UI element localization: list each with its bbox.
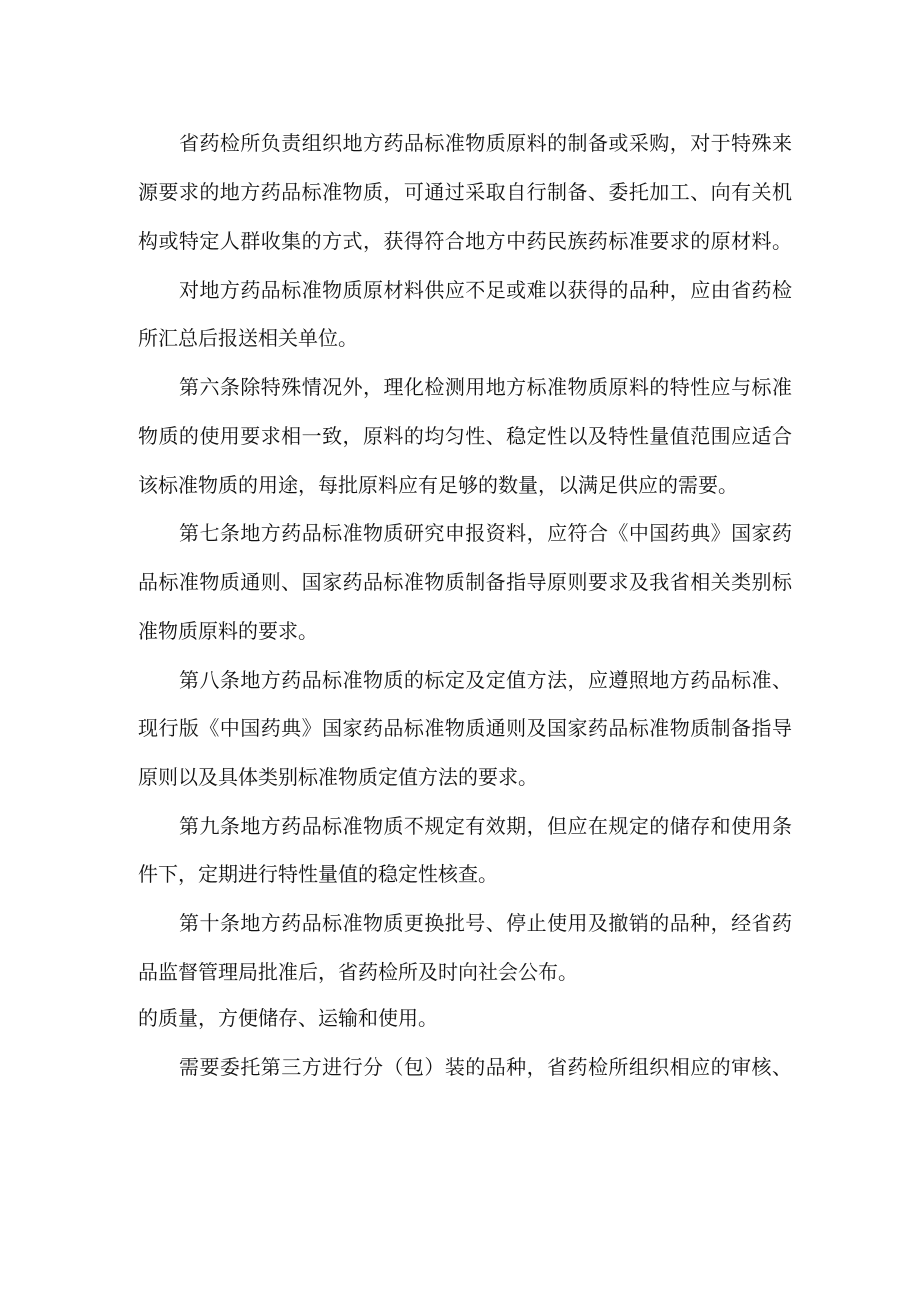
paragraph-line: 所汇总后报送相关单位。 [138, 326, 358, 350]
paragraph-line: 件下，定期进行特性量值的稳定性核查。 [138, 862, 498, 886]
paragraph-line: 构或特定人群收集的方式，获得符合地方中药民族药标准要求的原材料。 [138, 229, 792, 253]
paragraph-line: 物质的使用要求相一致，原料的均匀性、稳定性以及特性量值范围应适合 [138, 424, 792, 448]
paragraph-line: 原则以及具体类别标准物质定值方法的要求。 [138, 765, 538, 789]
paragraph-line: 对地方药品标准物质原材料供应不足或难以获得的品种，应由省药检 [179, 278, 792, 302]
paragraph-line: 第十条地方药品标准物质更换批号、停止使用及撤销的品种，经省药 [179, 911, 792, 935]
paragraph-line: 源要求的地方药品标准物质，可通过采取自行制备、委托加工、向有关机 [138, 180, 792, 204]
paragraph-line: 现行版《中国药典》国家药品标准物质通则及国家药品标准物质制备指导 [138, 716, 792, 740]
paragraph-line: 该标准物质的用途，每批原料应有足够的数量，以满足供应的需要。 [138, 473, 738, 497]
paragraph-line: 品标准物质通则、国家药品标准物质制备指导原则要求及我省相关类别标 [138, 570, 792, 594]
paragraph-line: 第七条地方药品标准物质研究申报资料，应符合《中国药典》国家药 [179, 521, 792, 545]
paragraph-line: 第六条除特殊情况外，理化检测用地方标准物质原料的特性应与标准 [179, 375, 792, 399]
paragraph-line: 第九条地方药品标准物质不规定有效期，但应在规定的储存和使用条 [179, 814, 792, 838]
paragraph-line: 第八条地方药品标准物质的标定及定值方法，应遵照地方药品标准、 [179, 668, 792, 692]
paragraph-line: 需要委托第三方进行分（包）装的品种，省药检所组织相应的审核、 [179, 1055, 792, 1079]
paragraph-line: 品监督管理局批准后，省药检所及时向社会公布。 [138, 960, 578, 984]
paragraph-line: 的质量，方便储存、运输和使用。 [138, 1006, 438, 1030]
paragraph-line: 准物质原料的要求。 [138, 619, 318, 643]
paragraph-line: 省药检所负责组织地方药品标准物质原料的制备或采购，对于特殊来 [179, 131, 792, 155]
